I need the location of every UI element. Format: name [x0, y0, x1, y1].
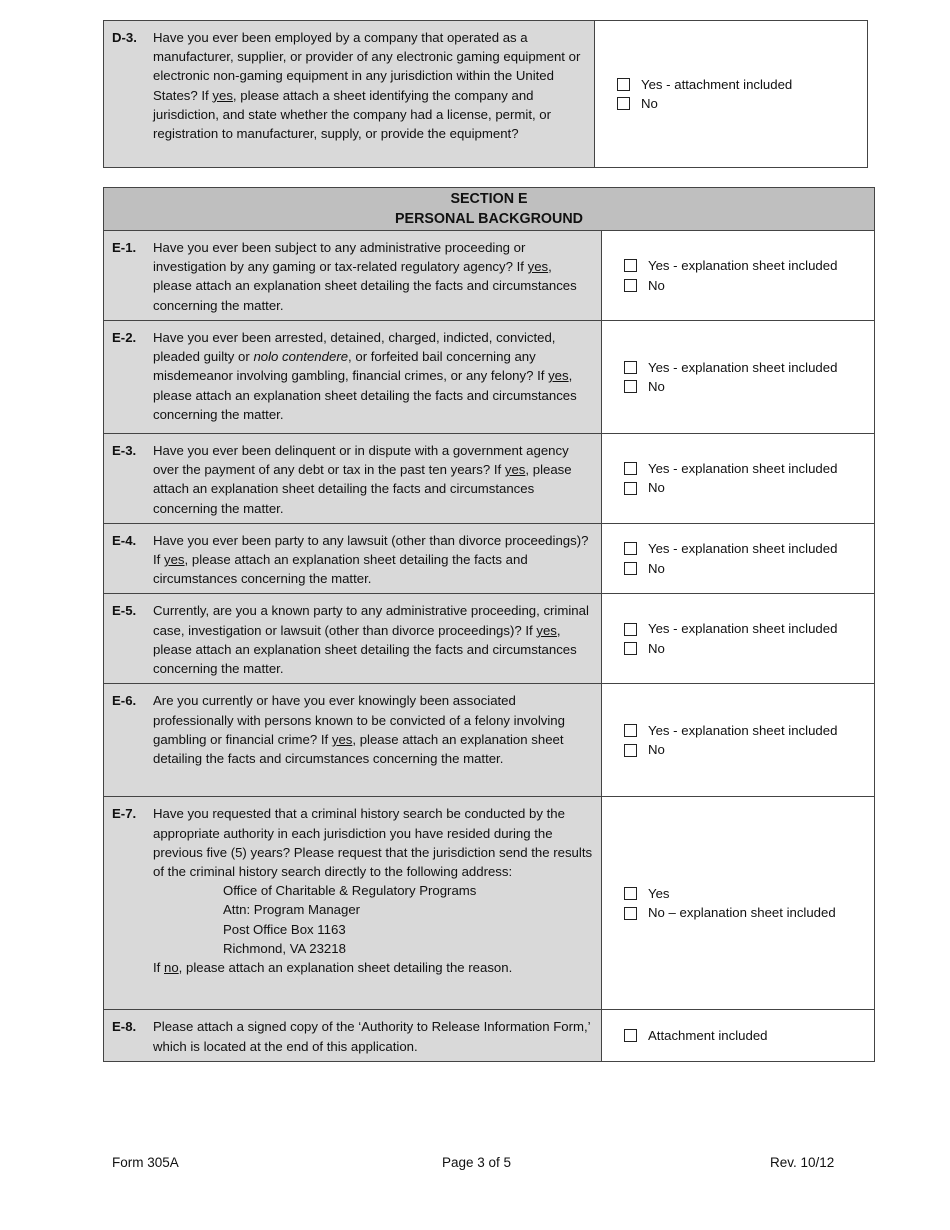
footer-form: Form 305A: [112, 1155, 179, 1170]
answer-e7: [602, 797, 875, 1010]
question-text: Have you ever been employed by a company that operated as a manufacturer, supplier, or provider of any electronic gaming equipment or electronic non-gaming equipment in any jurisdiction within the United States? If yes, please attach a sheet identifying the company and jurisdiction, and state whether the company had a license, permit, or registration to manufacturer, supply, or provide the equipment?: [153, 30, 581, 142]
option-no[interactable]: No: [617, 94, 867, 114]
option-attachment[interactable]: Attachment included: [624, 1026, 874, 1046]
question-number: E-2.: [112, 330, 137, 345]
checkbox[interactable]: [624, 462, 637, 475]
question-text: Have you ever been delinquent or in dispute with a government agency over the payment of any debt or tax in the past ten years? If yes, please attach an explanation sheet detailing the facts and circumstances concerning the matter.: [153, 443, 572, 516]
question-number: E-3.: [112, 443, 137, 458]
option-no[interactable]: No – explanation sheet included: [624, 903, 874, 923]
question-number: E-8.: [112, 1019, 137, 1035]
answer-e5: [602, 594, 875, 684]
question-text: Have you ever been subject to any administrative proceeding or investigation by any gaming or tax-related regulatory agency? If yes, please attach an explanation sheet detailing the facts and circumstances concerning the matter.: [153, 240, 577, 313]
answer-e4: [602, 523, 875, 594]
checkbox[interactable]: [617, 97, 630, 110]
answer-e8: [602, 1010, 875, 1061]
question-e6: [104, 684, 602, 797]
question-e8: [104, 1010, 602, 1061]
option-yes[interactable]: Yes: [624, 884, 874, 904]
checkbox[interactable]: [624, 482, 637, 495]
option-yes[interactable]: Yes - explanation sheet included: [624, 619, 874, 639]
checkbox[interactable]: [624, 744, 637, 757]
checkbox[interactable]: [624, 724, 637, 737]
question-e3: [104, 434, 602, 524]
checkbox[interactable]: [624, 887, 637, 900]
option-yes[interactable]: Yes - explanation sheet included: [624, 358, 874, 378]
option-no[interactable]: No: [624, 377, 874, 397]
question-d3: [104, 21, 595, 168]
option-no[interactable]: No: [624, 559, 874, 579]
answer-e1: [602, 231, 875, 321]
section-subtitle: PERSONAL BACKGROUND: [395, 211, 583, 227]
question-text: Have you ever been party to any lawsuit (other than divorce proceedings)? If yes, please attach an explanation sheet detailing the facts and circumstances concerning the matter.: [153, 532, 589, 587]
footer-rev: Rev. 10/12: [770, 1155, 835, 1170]
mailing-address: Office of Charitable & Regulatory Programs Attn: Program Manager Post Office Box 1163 Richmond, VA 23218: [223, 883, 477, 956]
question-e2: [104, 321, 602, 434]
option-yes[interactable]: Yes - explanation sheet included: [624, 721, 874, 741]
checkbox[interactable]: [624, 380, 637, 393]
option-no[interactable]: No: [624, 478, 874, 498]
checkbox[interactable]: [624, 623, 637, 636]
section-e-header: [104, 188, 875, 231]
option-yes[interactable]: Yes - explanation sheet included: [624, 539, 874, 559]
checkbox[interactable]: [624, 279, 637, 292]
checkbox[interactable]: [624, 907, 637, 920]
question-text: Are you currently or have you ever knowingly been associated professionally with persons known to be convicted of a felony involving gambling or financial crime? If yes, please attach an explanation sheet detailing the facts and circumstances concerning the matter.: [153, 693, 565, 767]
question-number: E-1.: [112, 240, 137, 255]
answer-e6: [602, 684, 875, 797]
question-e5: [104, 594, 602, 684]
option-no[interactable]: No: [624, 639, 874, 659]
checkbox[interactable]: [624, 361, 637, 374]
question-text: Have you ever been arrested, detained, charged, indicted, convicted, pleaded guilty or nolo contendere, or forfeited bail concerning any misdemeanor involving gambling, financial crimes, or any felony? If yes, please attach an explanation sheet detailing the facts and circumstances concerning the matter.: [153, 330, 577, 422]
footer-page: Page 3 of 5: [442, 1155, 512, 1170]
question-number: E-5.: [112, 603, 137, 619]
checkbox[interactable]: [624, 642, 637, 655]
option-no[interactable]: No: [624, 740, 874, 760]
question-text: Please attach a signed copy of the ‘Authority to Release Information Form,’ which is located at the end of this application.: [153, 1019, 591, 1054]
option-yes[interactable]: Yes - explanation sheet included: [624, 256, 874, 276]
question-text: Currently, are you a known party to any administrative proceeding, criminal case, investigation or lawsuit (other than divorce proceedings)? If yes, please attach an explanation sheet detailing the facts and circumstances concerning the matter.: [153, 603, 589, 677]
checkbox[interactable]: [624, 1029, 637, 1042]
question-e7: [104, 797, 602, 1010]
answer-e3: [602, 434, 875, 524]
section-e-table: [103, 187, 875, 1062]
question-e4: [104, 523, 602, 594]
checkbox[interactable]: [624, 259, 637, 272]
question-number: E-4.: [112, 532, 137, 548]
d3-table: [103, 20, 868, 168]
question-text: Have you requested that a criminal history search be conducted by the appropriate authority in each jurisdiction you have resided during the previous five (5) years? Please request that the jurisdiction send the results of the criminal history search directly to the following address: Office of Charitable & Regulatory Programs Attn: Program Manager Post Office Box 1163 Richmond, VA 23218 If no, please attach an explanation sheet detailing the reason.: [153, 806, 593, 976]
question-number: D-3.: [112, 30, 137, 45]
checkbox[interactable]: [624, 542, 637, 555]
checkbox[interactable]: [624, 562, 637, 575]
answer-e2: [602, 321, 875, 434]
question-number: E-7.: [112, 806, 137, 822]
section-title: SECTION E: [450, 191, 528, 207]
checkbox[interactable]: [617, 78, 630, 91]
option-yes[interactable]: Yes - explanation sheet included: [624, 459, 874, 479]
question-number: E-6.: [112, 693, 137, 709]
answer-d3: [595, 21, 868, 168]
option-no[interactable]: No: [624, 276, 874, 296]
question-e1: [104, 231, 602, 321]
option-yes[interactable]: Yes - attachment included: [617, 75, 867, 95]
